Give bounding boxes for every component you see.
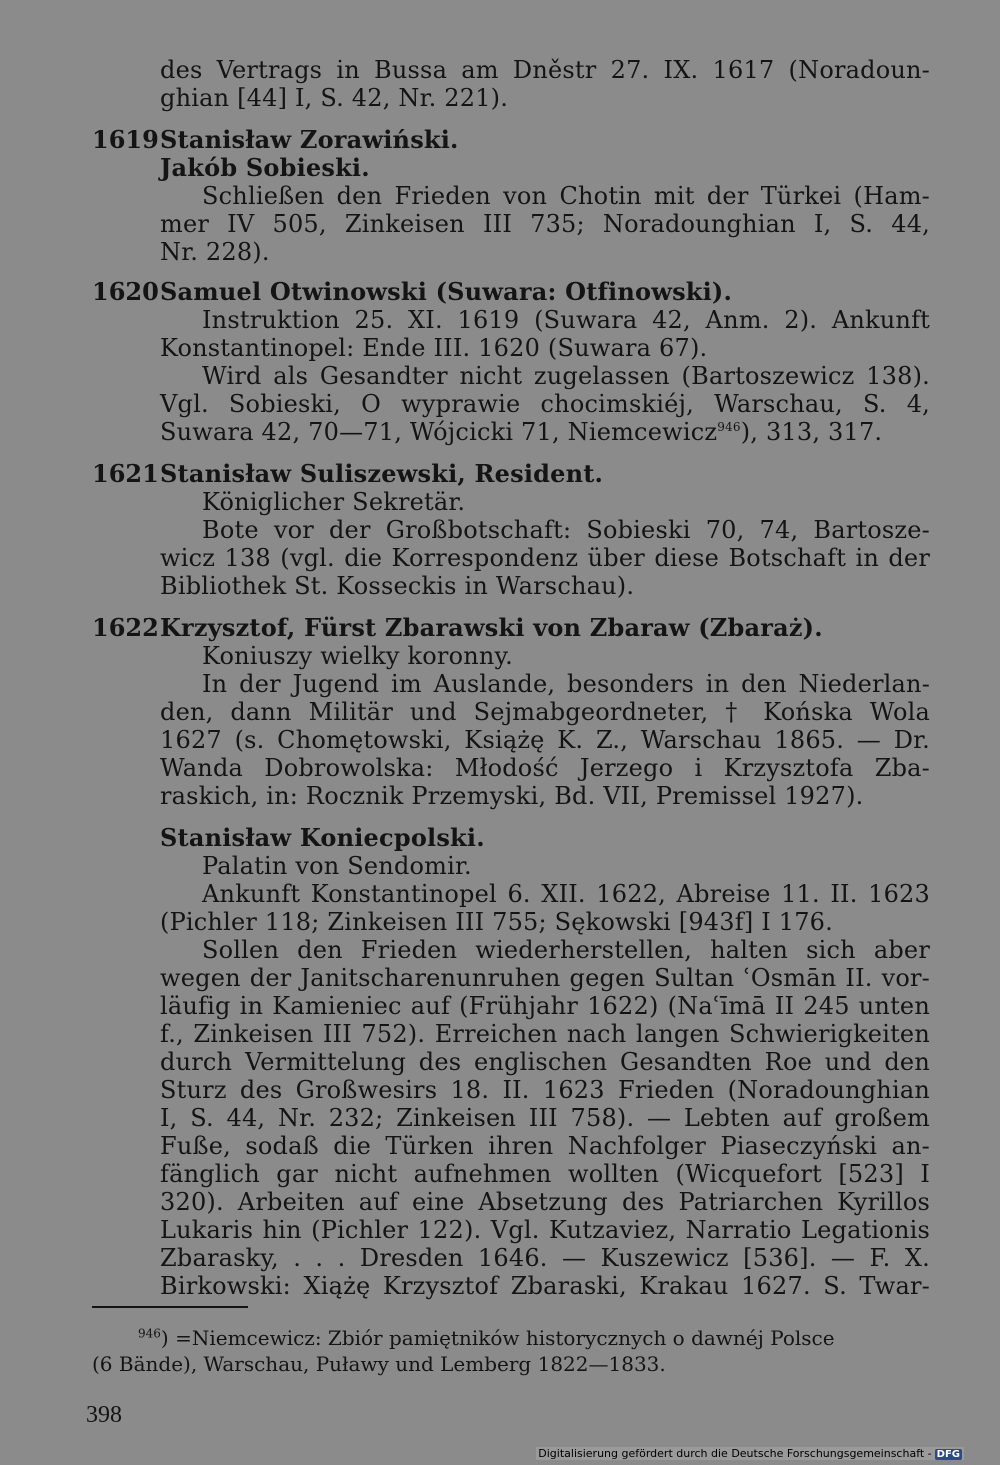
text-line: Schließen den Frieden von Chotin mit der Türkei (Ham- [202,182,930,210]
text-line: Birkowski: Xiążę Krzysztof Zbaraski, Krakau 1627. S. Twar- [160,1272,930,1300]
text-span: Suwara 42, 70—71, Wójcicki 71, Niemcewicz [160,418,718,446]
text-line: Sollen den Frieden wiederherstellen, halten sich aber [202,936,930,964]
dfg-logo: DFG [936,1449,960,1460]
text-line: Bibliothek St. Kosseckis in Warschau). [160,572,635,600]
text-line: Ankunft Konstantinopel 6. XII. 1622, Abreise 11. II. 1623 [202,880,930,908]
footnote-line: (6 Bände), Warschau, Puławy und Lemberg 1822—1833. [92,1352,666,1376]
entry-heading: Jakób Sobieski. [160,153,370,182]
text-line: Vgl. Sobieski, O wyprawie chocimskiéj, Warschau, S. 4, [160,390,930,418]
text-line: (Pichler 118; Zinkeisen III 755; Sękowski [943f] I 176. [160,908,833,936]
text-line: wicz 138 (vgl. die Korrespondenz über diese Botschaft in der [160,544,930,572]
text-line: Konstantinopel: Ende III. 1620 (Suwara 67). [160,334,708,362]
text-line: Nr. 228). [160,238,270,266]
text-line: fänglich gar nicht aufnehmen wollten (Wicquefort [523] I [160,1160,930,1188]
text-line: läufig in Kamieniec auf (Frühjahr 1622) (Naʿīmā II 245 unten [160,992,930,1020]
text-span: ), 313, 317. [740,418,883,446]
footnote-text: =Niemcewicz: Zbiór pamiętników historycznych o dawnéj Polsce [175,1326,835,1350]
text-line: Wird als Gesandter nicht zugelassen (Bartoszewicz 138). [202,362,930,390]
entry-year: 1622 [92,613,159,642]
entry-year: 1621 [92,459,159,488]
text-line: Lukaris hin (Pichler 122). Vgl. Kutzaviez, Narratio Legationis [160,1216,930,1244]
text-line: raskich, in: Rocznik Przemyski, Bd. VII, Premissel 1927). [160,782,864,810]
text-line: I, S. 44, Nr. 232; Zinkeisen III 758). — Lebten auf großem [160,1104,930,1132]
text-line: f., Zinkeisen III 752). Erreichen nach langen Schwierigkeiten [160,1020,930,1048]
text-line: Königlicher Sekretär. [202,488,466,516]
text-line [160,418,882,446]
text-line: den, dann Militär und Sejmabgeordneter, † Końska Wola [160,698,930,726]
text-line: mer IV 505, Zinkeisen III 735; Noradounghian I, S. 44, [160,210,930,238]
text-line: Wanda Dobrowolska: Młodość Jerzego i Krzysztofa Zba- [160,754,930,782]
entry-heading: Krzysztof, Fürst Zbarawski von Zbaraw (Zbaraż). [160,613,823,642]
text-line: 320). Arbeiten auf eine Absetzung des Patriarchen Kyrillos [160,1188,930,1216]
entry-heading: Stanisław Suliszewski, Resident. [160,459,604,488]
footnote-ref: 946 [717,420,741,434]
text-line: In der Jugend im Auslande, besonders in den Niederlan- [202,670,930,698]
footnote-rule [92,1306,248,1308]
entry-heading: Stanisław Zorawiński. [160,125,459,154]
footnote-mark: 946 [138,1326,161,1341]
text-line: Sturz des Großwesirs 18. II. 1623 Frieden (Noradounghian [160,1076,930,1104]
text-line: ghian [44] I, S. 42, Nr. 221). [160,84,509,112]
text-line: 1627 (s. Chomętowski, Książę K. Z., Warschau 1865. — Dr. [160,726,930,754]
entry-heading: Stanisław Koniecpolski. [160,823,485,852]
digitization-credit [536,1447,964,1460]
entry-year: 1620 [92,277,159,306]
page-number: 398 [86,1402,122,1428]
entry-heading: Samuel Otwinowski (Suwara: Otfinowski). [160,277,733,306]
text-line: durch Vermittelung des englischen Gesandten Roe und den [160,1048,930,1076]
text-line: Fuße, sodaß die Türken ihren Nachfolger Piaseczyński an- [160,1132,930,1160]
text-line: Koniuszy wielky koronny. [202,642,513,670]
footnote-line: $^{946}$) =Niemcewicz: Zbiór pamiętników historycznych o dawnéj Polsce [138,1326,835,1350]
entry-year: 1619 [92,125,159,154]
text-line: des Vertrags in Bussa am Dněstr 27. IX. 1617 (Noradoun- [160,56,930,84]
text-line: Bote vor der Großbotschaft: Sobieski 70, 74, Bartosze- [202,516,930,544]
text-line: Instruktion 25. XI. 1619 (Suwara 42, Anm. 2). Ankunft [202,306,930,334]
text-line: wegen der Janitscharenunruhen gegen Sultan ʿOsmān II. vor- [160,964,930,992]
text-line: Palatin von Sendomir. [202,852,472,880]
credit-text: Digitalisierung gefördert durch die Deutsche Forschungsgemeinschaft - [538,1447,932,1460]
text-line: Zbarasky, . . . Dresden 1646. — Kuszewicz [536]. — F. X. [160,1244,930,1272]
